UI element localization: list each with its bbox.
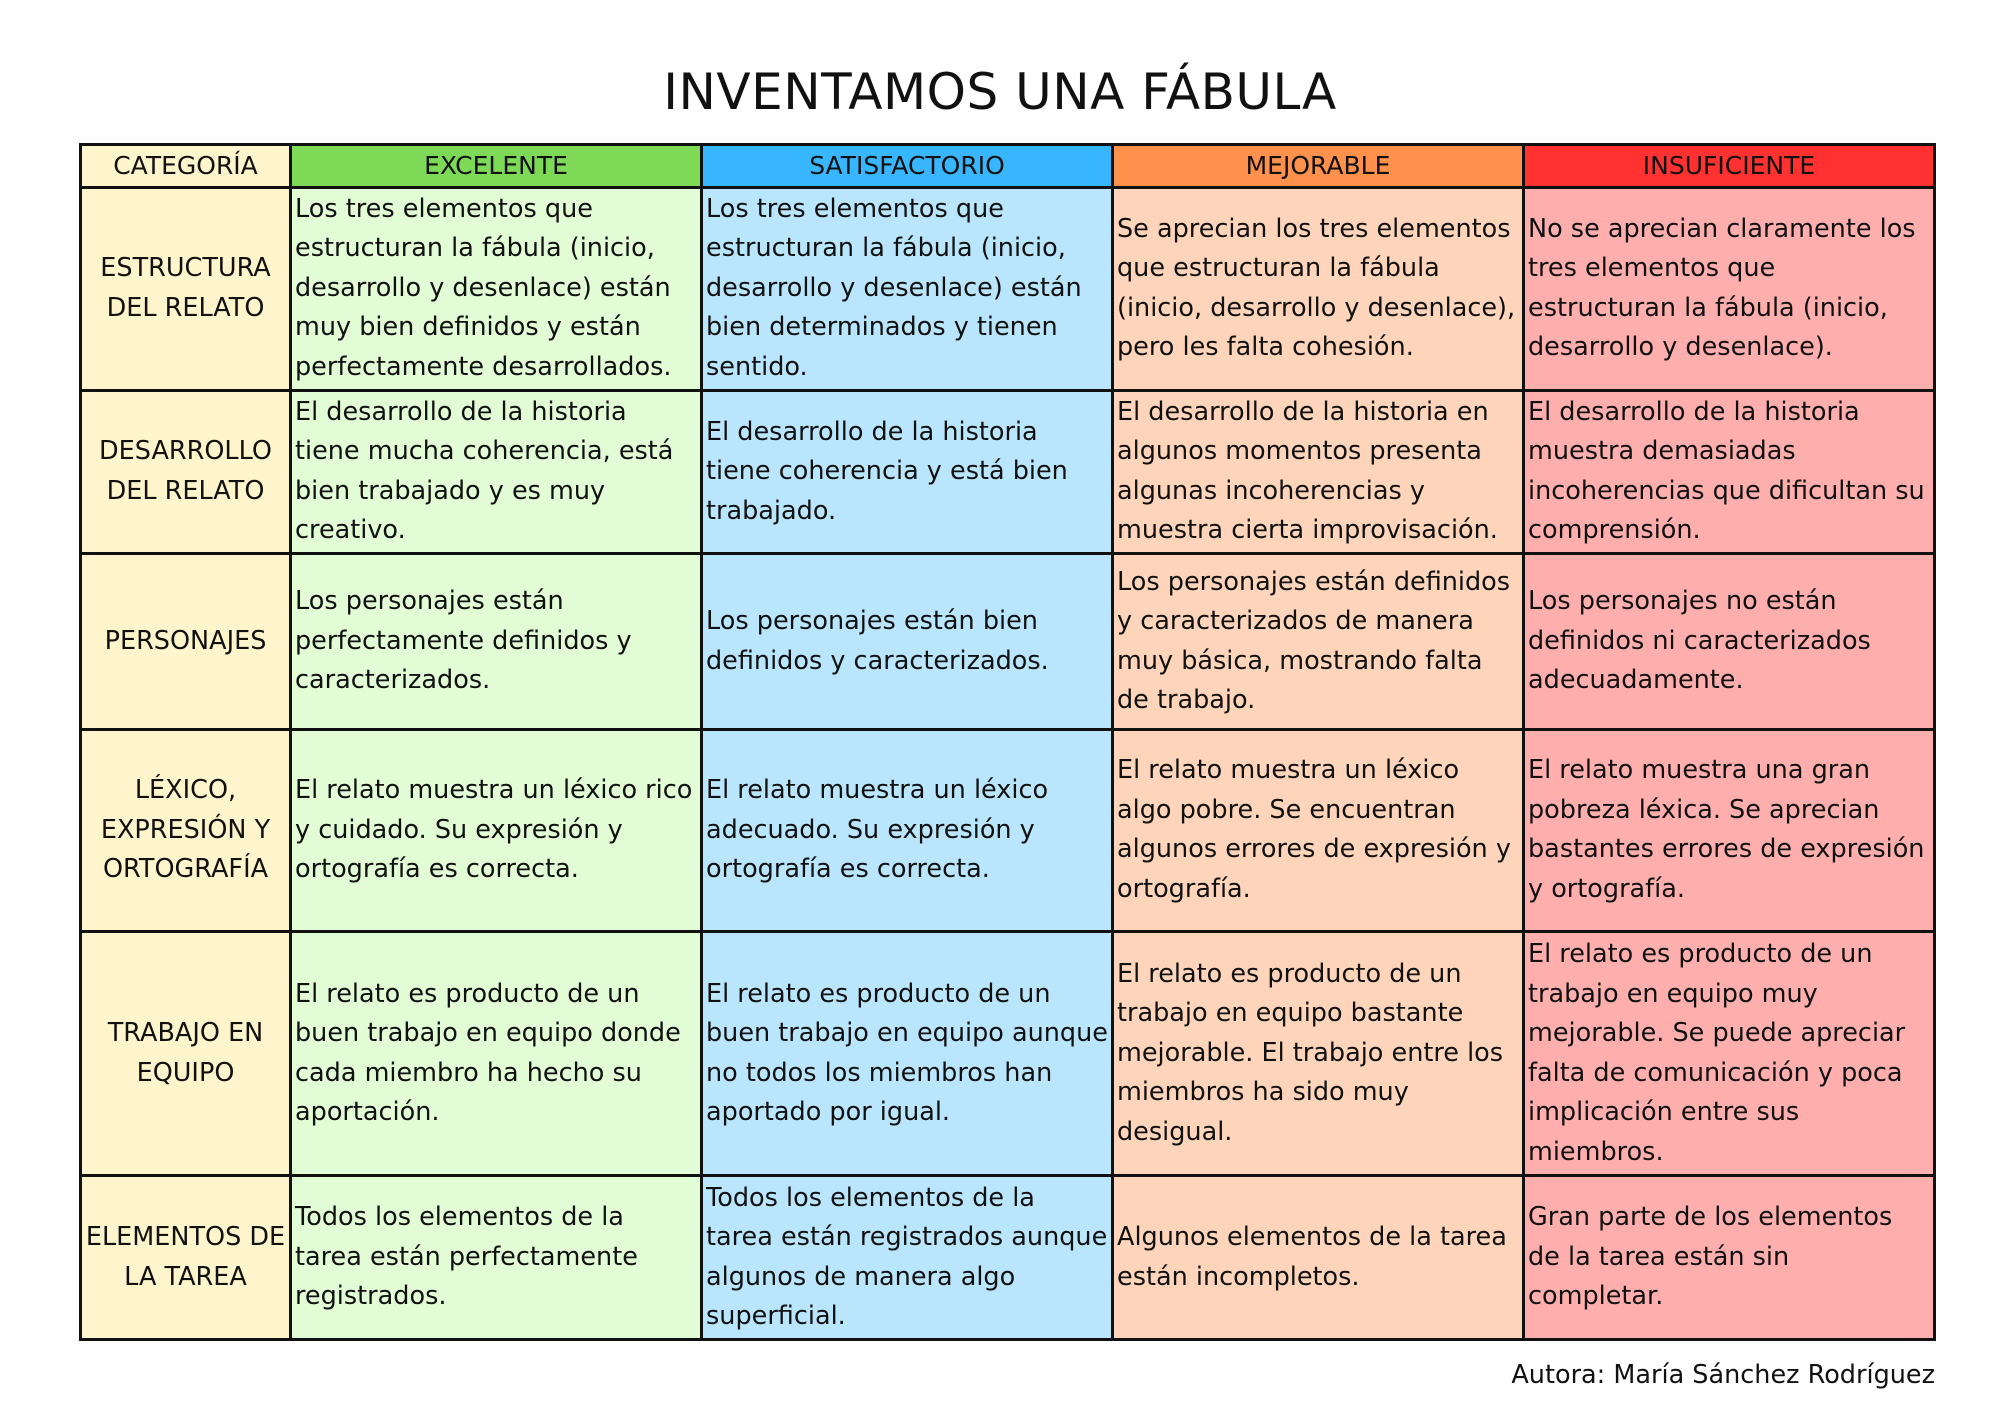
excelente-cell: Los tres elementos que estructuran la fábula (inicio, desarrollo y desenlace) están muy bien definidos y están perfectamente desarrollados.: [291, 187, 702, 390]
table-row: [81, 390, 1935, 554]
mejorable-cell: Algunos elementos de la tarea están incompletos.: [1113, 1176, 1524, 1340]
excelente-cell: Los personajes están perfectamente definidos y caracterizados.: [291, 554, 702, 730]
excelente-cell: El relato es producto de un buen trabajo en equipo donde cada miembro ha hecho su aportación.: [291, 931, 702, 1175]
mejorable-cell: Se aprecian los tres elementos que estructuran la fábula (inicio, desarrollo y desenlace), pero les falta cohesión.: [1113, 187, 1524, 390]
header-excelente: EXCELENTE: [291, 145, 702, 188]
rubric-table: [79, 143, 1936, 1341]
excelente-cell: El relato muestra un léxico rico y cuidado. Su expresión y ortografía es correcta.: [291, 729, 702, 931]
table-row: [81, 931, 1935, 1175]
insuficiente-cell: Gran parte de los elementos de la tarea están sin completar.: [1524, 1176, 1935, 1340]
satisfactorio-cell: El relato muestra un léxico adecuado. Su expresión y ortografía es correcta.: [702, 729, 1113, 931]
table-row: [81, 187, 1935, 390]
satisfactorio-cell: El relato es producto de un buen trabajo en equipo aunque no todos los miembros han aportado por igual.: [702, 931, 1113, 1175]
mejorable-cell: El desarrollo de la historia en algunos momentos presenta algunas incoherencias y muestra cierta improvisación.: [1113, 390, 1524, 554]
header-row: [81, 145, 1935, 188]
insuficiente-cell: Los personajes no están definidos ni caracterizados adecuadamente.: [1524, 554, 1935, 730]
mejorable-cell: El relato es producto de un trabajo en equipo bastante mejorable. El trabajo entre los miembros ha sido muy desigual.: [1113, 931, 1524, 1175]
satisfactorio-cell: El desarrollo de la historia tiene coherencia y está bien trabajado.: [702, 390, 1113, 554]
header-mejorable: MEJORABLE: [1113, 145, 1524, 188]
mejorable-cell: El relato muestra un léxico algo pobre. Se encuentran algunos errores de expresión y ortografía.: [1113, 729, 1524, 931]
category-cell: LÉXICO, EXPRESIÓN Y ORTOGRAFÍA: [81, 729, 291, 931]
insuficiente-cell: El relato es producto de un trabajo en equipo muy mejorable. Se puede apreciar falta de comunicación y poca implicación entre sus miembros.: [1524, 931, 1935, 1175]
satisfactorio-cell: Todos los elementos de la tarea están registrados aunque algunos de manera algo superficial.: [702, 1176, 1113, 1340]
table-row: [81, 729, 1935, 931]
satisfactorio-cell: Los tres elementos que estructuran la fábula (inicio, desarrollo y desenlace) están bien determinados y tienen sentido.: [702, 187, 1113, 390]
author-credit: Autora: María Sánchez Rodríguez: [1511, 1360, 1935, 1390]
category-cell: TRABAJO EN EQUIPO: [81, 931, 291, 1175]
category-cell: PERSONAJES: [81, 554, 291, 730]
excelente-cell: El desarrollo de la historia tiene mucha coherencia, está bien trabajado y es muy creativo.: [291, 390, 702, 554]
table-row: [81, 1176, 1935, 1340]
insuficiente-cell: El relato muestra una gran pobreza léxica. Se aprecian bastantes errores de expresión y ortografía.: [1524, 729, 1935, 931]
page-title: INVENTAMOS UNA FÁBULA: [663, 63, 1337, 121]
header-category: CATEGORÍA: [81, 145, 291, 188]
category-cell: ESTRUCTURA DEL RELATO: [81, 187, 291, 390]
category-cell: DESARROLLO DEL RELATO: [81, 390, 291, 554]
header-insuficiente: INSUFICIENTE: [1524, 145, 1935, 188]
satisfactorio-cell: Los personajes están bien definidos y caracterizados.: [702, 554, 1113, 730]
insuficiente-cell: El desarrollo de la historia muestra demasiadas incoherencias que dificultan su comprensión.: [1524, 390, 1935, 554]
mejorable-cell: Los personajes están definidos y caracterizados de manera muy básica, mostrando falta de trabajo.: [1113, 554, 1524, 730]
header-satisfactorio: SATISFACTORIO: [702, 145, 1113, 188]
insuficiente-cell: No se aprecian claramente los tres elementos que estructuran la fábula (inicio, desarrollo y desenlace).: [1524, 187, 1935, 390]
excelente-cell: Todos los elementos de la tarea están perfectamente registrados.: [291, 1176, 702, 1340]
category-cell: ELEMENTOS DE LA TAREA: [81, 1176, 291, 1340]
table-row: [81, 554, 1935, 730]
